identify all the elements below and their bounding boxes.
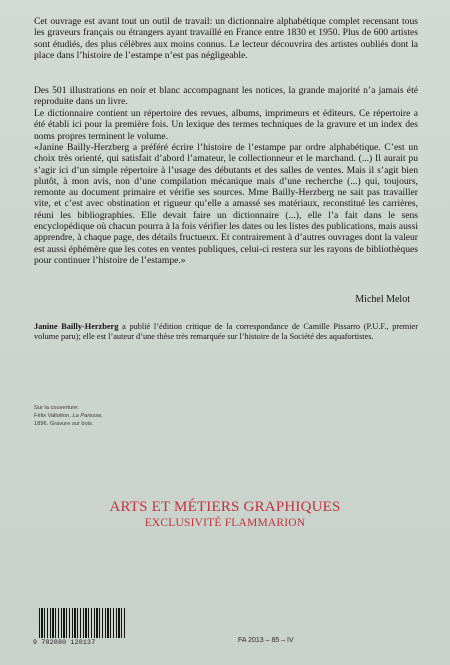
review-quote: «Janine Bailly-Herzberg a préféré écrire l’histoire de l’estampe par ordre alphabétique. C’est un choix très orienté, qui satisfait d’abord l’amateur, le collectionneur et le marchand. (...) Il aurait pu s’agir ici d’un simple répertoire à l’usage des débutants et des salles de ventes. Mais il s’agit bien plutôt, à mon avis, non d’une compilation mécanique mais d’une recherche (...) qui, toujours, remonte au document primaire et vérifie ses sources. Mme Bailly-Herzberg ne sait pas travailler vite, et c’est avec obstination et rigueur qu’elle a amassé ses matériaux, reconstitué les carrières, réuni les bibliographies. Elle devait faire un dictionnaire (...), elle l’a fait dans le sens encyclopédique où chacun pourra à la fois vérifier les dates ou les listes des publications, mais aussi apprendre, à chaque page, des détails fructueux. Et contrairement à d’autres ouvrages dont la valeur est aussi éphémère que les cotes en ventes publiques, celui-ci restera sur les rayons de bibliothèques pour continuer l’histoire de l’estampe.» [34,142,418,266]
description-paragraph-3: Le dictionnaire contient un répertoire des revues, albums, imprimeurs et éditeurs. Ce répertoire a été établi ici pour la première fois. Un lexique des termes techniques de la gravure et un index des noms propres terminent le volume. [34,108,418,142]
description-paragraph-2: Des 501 illustrations en noir et blanc accompagnant les notices, la grande majorité n’a jamais été reproduite dans un livre. [34,85,418,108]
publisher-exclusivity: EXCLUSIVITÉ FLAMMARION [144,517,306,529]
quote-signature: Michel Melot [355,294,410,305]
author-name: Janine Bailly-Herzberg [34,322,119,331]
author-bio-text: a publié l’édition critique de la correspondance de Camille Pissarro (P.U.F., premier volume paru); elle est l’auteur d’une thèse très remarquée sur l’histoire de la Société des aquafortistes. [34,322,419,341]
cover-caption [34,404,234,429]
description-paragraph-1: Cet ouvrage est avant tout un outil de travail: un dictionnaire alphabétique complet recensant tous les graveurs français ou étrangers ayant travaillé en France entre 1830 et 1950. Plus de 600 artistes sont étudiés, des plus célèbres aux moins connus. Le lecteur découvrira des artistes oubliés dont la place dans l’histoire de l’estampe n’est pas négligeable. [34,16,418,61]
caption-artist: Félix Vallotton, [34,413,73,420]
caption-line-1: Sur la couverture: [34,405,79,411]
reference-code: FA 2013 – 85 – IV [238,637,294,644]
author-bio [34,322,418,342]
publisher-name: ARTS ET MÉTIERS GRAPHIQUES [109,499,341,515]
barcode-bars [39,608,125,638]
isbn-barcode [33,608,129,652]
caption-title: La Paresse, [72,413,103,420]
caption-line-2 [34,412,234,420]
barcode-number: 9 782080 120137 [33,639,96,646]
caption-line-3: 1896. Gravure sur bois. [34,421,94,428]
